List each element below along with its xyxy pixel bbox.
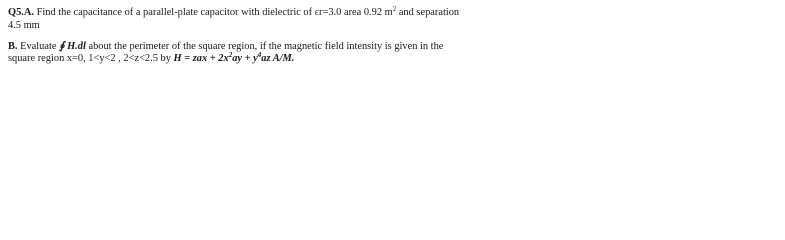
question-5b-label: B. [8, 40, 18, 52]
question-5b-line-2: square region x=0, 1<y<2 , 2<z<2.5 by H = zax + $2x^2ay + y^4az$ A/M. [8, 51, 295, 65]
field-term-3: y [253, 53, 258, 65]
question-5b-text-pre: Evaluate [20, 40, 60, 52]
question-5b-region: square region x=0, 1<y<2 , 2<z<2.5 by [8, 53, 174, 65]
field-term-2: 2x [218, 53, 229, 65]
field-lhs: H [173, 53, 182, 65]
field-term-3-tail: az [261, 53, 271, 65]
line-integral: ∮ H.dl [59, 40, 86, 52]
question-5a-text-tail: and separation [396, 7, 460, 18]
field-term-2-tail: ay [232, 53, 242, 65]
area-exponent: 2 [392, 5, 397, 13]
field-unit: A/M. [272, 53, 295, 65]
field-term-3-exponent: 4 [257, 51, 262, 60]
question-5a-text: Find the capacitance of a parallel-plate capacitor with dielectric of εr=3.0 area 0.92 m [36, 7, 393, 18]
question-5a-line-1 [8, 7, 778, 20]
spacer [8, 33, 778, 41]
question-5b-line-1 [8, 41, 778, 54]
field-term-1: zax [192, 53, 208, 65]
question-5a-label: Q5.A. [8, 7, 34, 18]
question-5a-separation: 4.5 mm [8, 19, 40, 31]
question-5b-text-post: about the perimeter of the square region, if the magnetic field intensity is given in the [85, 40, 444, 52]
field-term-2-exponent: 2 [228, 51, 233, 60]
question-document [8, 7, 778, 66]
question-5a-line-2 [8, 20, 778, 33]
